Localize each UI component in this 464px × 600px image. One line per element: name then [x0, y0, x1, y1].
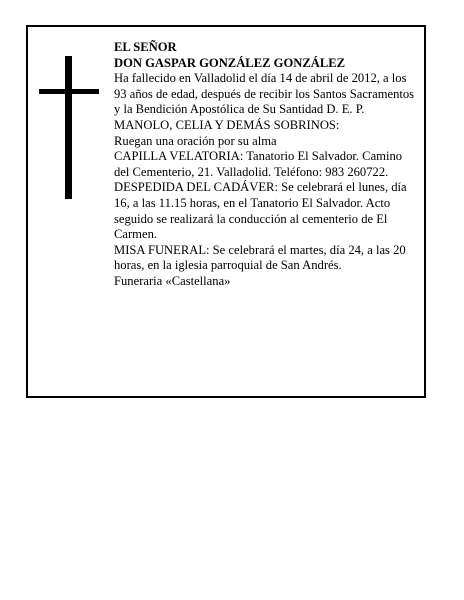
obituary-notice: [26, 25, 426, 398]
family-names: MANOLO, CELIA Y DEMÁS SOBRINOS:: [114, 117, 340, 132]
obituary-text: [114, 40, 420, 290]
deceased-name: DON GASPAR GONZÁLEZ GONZÁLEZ: [114, 55, 346, 70]
chapel-info: CAPILLA VELATORIA: Tanatorio El Salvador. Camino del Cementerio, 21. Valladolid. Teléfono: 983 260722.: [114, 149, 403, 179]
notice-title: EL SEÑOR: [114, 40, 177, 54]
farewell-info: DESPEDIDA DEL CADÁVER: Se celebrará el lunes, día 16, a las 11.15 horas, en el Tanatorio El Salvador. Acto seguido se realizará la conducción al cementerio de El Carmen.: [114, 180, 407, 242]
death-info: Ha fallecido en Valladolid el día 14 de abril de 2012, a los 93 años de edad, después de recibir los Santos Sacramentos y la Bendición Apostólica de Su Santidad D. E. P.: [114, 71, 415, 117]
cross-icon: [39, 56, 99, 199]
mass-info: MISA FUNERAL: Se celebrará el martes, día 24, a las 20 horas, en la iglesia parroquial de San Andrés.: [114, 242, 406, 273]
funeral-home: Funeraria «Castellana»: [114, 273, 231, 288]
prayer-request: Ruegan una oración por su alma: [114, 133, 277, 148]
